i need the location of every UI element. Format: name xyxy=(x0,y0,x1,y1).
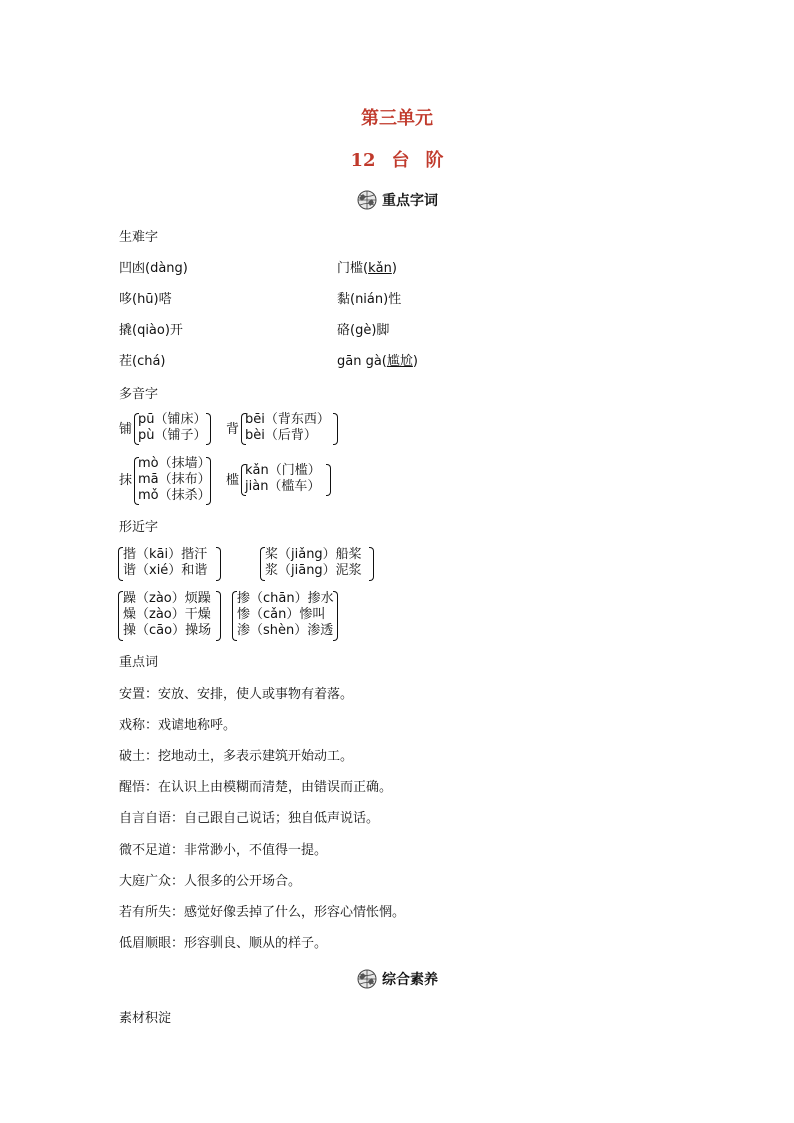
key-word-item: 微不足道：非常渺小，不值得一提。 xyxy=(119,843,328,858)
similar-heading: 形近字 xyxy=(119,520,159,535)
key-word-item: 安置：安放、安排，使人或事物有着落。 xyxy=(119,687,354,702)
lesson-title-char-2: 阶 xyxy=(425,150,444,171)
similar-group: 桨（jiǎng）船桨 浆（jiāng）泥浆 xyxy=(265,547,362,578)
section-header-key-chars xyxy=(0,190,794,210)
pinyin-underlined: kǎn xyxy=(368,261,392,276)
polyphonic-char: 铺 xyxy=(119,422,133,437)
polyphonic-group: kǎn（门槛） jiàn（槛车） xyxy=(245,463,321,494)
hard-char-item: 哆(hū)嗒 xyxy=(119,292,172,307)
section-title: 综合素养 xyxy=(382,972,438,988)
key-word-item: 戏称：戏谑地称呼。 xyxy=(119,718,237,733)
hard-char-item: gān gà(尴尬) xyxy=(337,354,418,369)
material-heading: 素材积淀 xyxy=(119,1011,172,1026)
polyphonic-heading: 多音字 xyxy=(119,387,159,402)
hard-char-item: 茬(chá) xyxy=(119,354,166,369)
unit-title: 第三单元 xyxy=(361,108,433,129)
hard-char-item: 凹凼(dàng) xyxy=(119,261,188,276)
section-title: 重点字词 xyxy=(382,193,438,209)
polyphonic-char: 槛 xyxy=(226,473,240,488)
hard-chars-heading: 生难字 xyxy=(119,230,159,245)
similar-group: 揩（kāi）揩汗 谐（xié）和谐 xyxy=(123,547,208,578)
lesson-title-char-1: 台 xyxy=(391,150,410,171)
polyphonic-char: 抹 xyxy=(119,473,133,488)
key-word-item: 自言自语：自己跟自己说话；独自低声说话。 xyxy=(119,811,380,826)
similar-group: 掺（chān）掺水 惨（cǎn）惨叫 渗（shèn）渗透 xyxy=(237,591,334,638)
polyphonic-group: pū（铺床） pù（铺子） xyxy=(138,412,207,443)
lesson-number: 12 xyxy=(350,150,376,171)
key-word-item: 低眉顺眼：形容驯良、顺从的样子。 xyxy=(119,936,328,951)
key-word-item: 破土：挖地动土，多表示建筑开始动工。 xyxy=(119,749,354,764)
key-word-item: 若有所失：感觉好像丢掉了什么，形容心情怅惘。 xyxy=(119,905,406,920)
lesson-title xyxy=(0,146,794,172)
hard-char-item: 黏(nián)性 xyxy=(337,292,402,307)
key-words-heading: 重点词 xyxy=(119,655,159,670)
hard-char-item: 门槛(kǎn) xyxy=(337,261,397,276)
globe-icon xyxy=(356,969,378,989)
globe-icon xyxy=(356,190,378,210)
hard-char-item: 撬(qiào)开 xyxy=(119,323,183,338)
section-header-literacy xyxy=(0,969,794,989)
polyphonic-group: bēi（背东西） bèi（后背） xyxy=(245,412,330,443)
key-word-item: 大庭广众：人很多的公开场合。 xyxy=(119,874,302,889)
key-word-item: 醒悟：在认识上由模糊而清楚，由错误而正确。 xyxy=(119,780,393,795)
polyphonic-group: mò（抹墙） mā（抹布） mǒ（抹杀） xyxy=(138,456,211,503)
answer-underlined: 尴尬 xyxy=(386,354,413,369)
similar-group: 躁（zào）烦躁 燥（zào）干燥 操（cāo）操场 xyxy=(123,591,212,638)
hard-char-item: 硌(gè)脚 xyxy=(337,323,390,338)
polyphonic-char: 背 xyxy=(226,422,240,437)
